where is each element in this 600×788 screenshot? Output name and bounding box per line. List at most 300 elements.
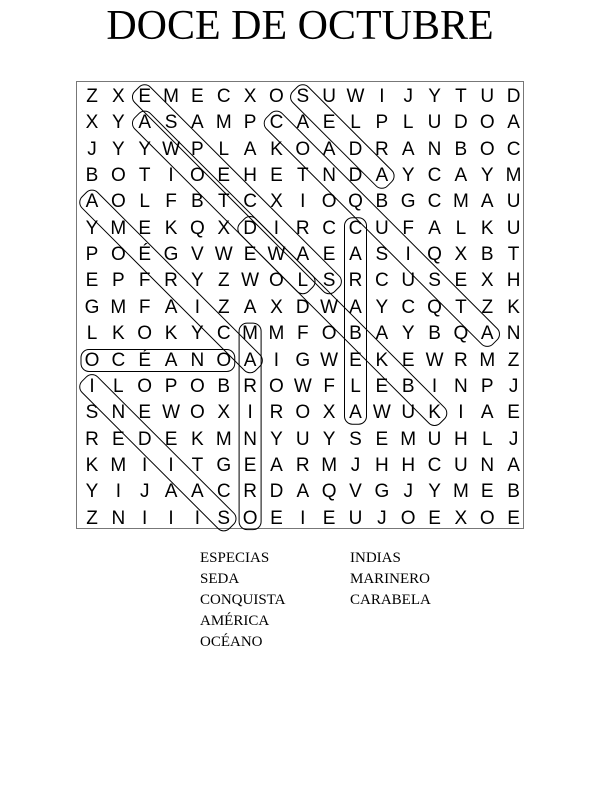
grid-cell[interactable]: U xyxy=(295,428,310,450)
grid-cell[interactable]: I xyxy=(405,244,411,266)
grid-cell[interactable]: Y xyxy=(85,217,99,239)
grid-cell[interactable]: X xyxy=(322,402,336,424)
grid-cell[interactable]: D xyxy=(243,217,257,239)
grid-cell[interactable]: P xyxy=(164,375,178,397)
grid-cell[interactable]: K xyxy=(164,323,178,345)
grid-cell[interactable]: Q xyxy=(427,296,442,318)
grid-cell[interactable]: B xyxy=(401,375,415,397)
grid-cell[interactable]: S xyxy=(164,112,178,134)
grid-cell[interactable]: A xyxy=(296,244,310,266)
grid-cell[interactable]: A xyxy=(138,112,152,134)
grid-cell[interactable]: Z xyxy=(507,349,520,371)
grid-row xyxy=(76,506,524,532)
grid-row xyxy=(76,137,524,163)
grid-cell[interactable]: V xyxy=(349,481,362,503)
grid-cell[interactable]: H xyxy=(506,270,521,292)
grid-cell[interactable]: Y xyxy=(112,112,125,134)
grid-cell[interactable]: H xyxy=(401,454,416,476)
grid-cell[interactable]: P xyxy=(112,270,125,292)
grid-cell[interactable]: H xyxy=(374,454,389,476)
grid-cell[interactable]: C xyxy=(374,270,389,292)
grid-cell[interactable]: C xyxy=(216,323,231,345)
grid-cell[interactable]: L xyxy=(218,138,230,160)
grid-cell[interactable]: W xyxy=(241,270,260,292)
grid-cell[interactable]: E xyxy=(349,349,362,371)
grid-cell[interactable]: X xyxy=(217,402,231,424)
grid-cell[interactable]: I xyxy=(89,375,95,397)
grid-cell[interactable]: T xyxy=(455,296,467,318)
grid-cell[interactable]: W xyxy=(372,402,391,424)
grid-cell[interactable]: A xyxy=(507,112,520,134)
grid-cell[interactable]: E xyxy=(138,217,152,239)
grid-cell[interactable]: L xyxy=(402,112,414,134)
grid-cell[interactable]: E xyxy=(85,270,99,292)
grid-cell[interactable]: U xyxy=(506,191,521,213)
grid-cell[interactable]: P xyxy=(191,138,204,160)
grid-cell[interactable]: L xyxy=(350,112,361,134)
grid-cell[interactable]: I xyxy=(300,507,306,529)
grid-cell[interactable]: R xyxy=(348,270,363,292)
grid-cell[interactable]: J xyxy=(403,481,413,503)
grid-cell[interactable]: U xyxy=(401,270,416,292)
grid-cell[interactable]: X xyxy=(270,191,283,213)
grid-cell[interactable]: C xyxy=(269,112,284,134)
grid-cell[interactable]: E xyxy=(217,165,231,187)
grid-cell[interactable]: J xyxy=(139,481,150,503)
grid-cell[interactable]: B xyxy=(217,375,231,397)
grid-cell[interactable]: G xyxy=(400,191,416,213)
grid-cell[interactable]: Q xyxy=(427,244,442,266)
grid-cell[interactable]: O xyxy=(110,165,126,187)
grid-cell[interactable]: B xyxy=(375,191,389,213)
grid-cell[interactable]: Y xyxy=(375,296,389,318)
grid-cell[interactable]: N xyxy=(480,454,495,476)
grid-cell[interactable]: S xyxy=(85,402,99,424)
grid-cell[interactable]: Y xyxy=(322,428,336,450)
grid-cell[interactable]: G xyxy=(84,296,100,318)
grid-cell[interactable]: M xyxy=(242,323,258,345)
grid-cell[interactable]: U xyxy=(374,217,389,239)
grid-cell[interactable]: C xyxy=(216,481,231,503)
grid-cell[interactable]: O xyxy=(295,402,311,424)
grid-cell[interactable]: X xyxy=(270,296,283,318)
grid-cell[interactable]: K xyxy=(112,323,125,345)
grid-cell[interactable]: U xyxy=(348,507,363,529)
grid-cell[interactable]: C xyxy=(348,217,363,239)
grid-cell[interactable]: A xyxy=(428,217,441,239)
grid-cell[interactable]: I xyxy=(168,507,174,529)
grid-cell[interactable]: A xyxy=(454,165,468,187)
grid-cell[interactable]: L xyxy=(350,375,361,397)
grid-cell[interactable]: C xyxy=(427,454,442,476)
grid-cell[interactable]: O xyxy=(269,270,284,292)
grid-cell[interactable]: O xyxy=(137,375,153,397)
grid-cell[interactable]: C xyxy=(427,191,442,213)
grid-cell[interactable]: A xyxy=(191,481,204,503)
grid-cell[interactable]: E xyxy=(270,165,283,187)
grid-cell[interactable]: I xyxy=(458,402,464,424)
grid-cell[interactable]: N xyxy=(111,402,126,424)
grid-cell[interactable]: A xyxy=(85,191,99,213)
grid-cell[interactable]: K xyxy=(164,217,178,239)
grid-cell[interactable]: E xyxy=(164,428,178,450)
grid-cell[interactable]: A xyxy=(164,481,178,503)
grid-cell[interactable]: U xyxy=(427,428,442,450)
grid-cell[interactable]: H xyxy=(454,428,468,450)
grid-cell[interactable]: I xyxy=(115,481,121,503)
grid-cell[interactable]: H xyxy=(243,165,257,187)
grid-cell[interactable]: G xyxy=(374,481,390,503)
grid-cell[interactable]: Y xyxy=(401,165,415,187)
grid-cell[interactable]: D xyxy=(348,138,363,160)
grid-cell[interactable]: M xyxy=(321,454,338,476)
grid-cell[interactable]: K xyxy=(428,402,441,424)
grid-cell[interactable]: U xyxy=(401,402,416,424)
grid-cell[interactable]: U xyxy=(506,217,521,239)
grid-cell[interactable]: D xyxy=(454,112,468,134)
grid-cell[interactable]: O xyxy=(190,402,205,424)
grid-cell[interactable]: O xyxy=(479,138,495,160)
grid-cell[interactable]: T xyxy=(455,86,467,107)
grid-cell[interactable]: R xyxy=(295,454,310,476)
grid-cell[interactable]: C xyxy=(216,86,231,107)
grid-cell[interactable]: K xyxy=(507,296,520,318)
grid-cell[interactable]: E xyxy=(507,507,520,529)
grid-cell[interactable]: C xyxy=(322,217,336,239)
grid-cell[interactable]: M xyxy=(163,86,179,107)
grid-cell[interactable]: E xyxy=(191,86,204,107)
grid-cell[interactable]: L xyxy=(113,375,124,397)
grid-cell[interactable]: I xyxy=(431,375,438,397)
grid-cell[interactable]: B xyxy=(428,323,441,345)
grid-cell[interactable]: Z xyxy=(481,296,494,318)
grid-cell[interactable]: U xyxy=(454,454,468,476)
grid-cell[interactable]: O xyxy=(400,507,416,529)
grid-cell[interactable]: S xyxy=(349,428,362,450)
grid-cell[interactable]: J xyxy=(508,375,519,397)
grid-cell[interactable]: O xyxy=(295,138,311,160)
grid-cell[interactable]: W xyxy=(320,349,339,371)
grid-cell[interactable]: K xyxy=(85,454,99,476)
grid-cell[interactable]: Q xyxy=(321,481,337,503)
grid-cell[interactable]: W xyxy=(425,349,444,371)
grid-cell[interactable]: L xyxy=(139,191,150,213)
grid-cell[interactable]: F xyxy=(138,270,151,292)
grid-cell[interactable]: R xyxy=(243,481,257,503)
grid-cell[interactable]: I xyxy=(273,349,280,371)
grid-cell[interactable]: W xyxy=(214,244,233,266)
grid-cell[interactable]: O xyxy=(137,323,153,345)
grid-cell[interactable]: O xyxy=(269,375,284,397)
grid-cell[interactable]: B xyxy=(480,244,494,266)
grid-cell[interactable]: E xyxy=(243,244,257,266)
grid-cell[interactable]: R xyxy=(295,217,310,239)
grid-row xyxy=(76,163,524,189)
grid-cell[interactable]: K xyxy=(480,217,494,239)
grid-cell[interactable]: N xyxy=(190,349,205,371)
grid-cell[interactable]: A xyxy=(401,138,415,160)
grid-cell[interactable]: O xyxy=(269,86,284,107)
grid-cell[interactable]: V xyxy=(191,244,204,266)
grid-cell[interactable]: É xyxy=(138,244,152,266)
grid-cell[interactable]: M xyxy=(452,191,469,213)
grid-cell[interactable]: L xyxy=(481,428,493,450)
grid-cell[interactable]: O xyxy=(479,507,495,529)
grid-cell[interactable]: A xyxy=(349,402,362,424)
grid-cell[interactable]: G xyxy=(295,349,311,371)
grid-cell[interactable]: S xyxy=(217,507,231,529)
grid-cell[interactable]: C xyxy=(243,191,257,213)
grid-cell[interactable]: E xyxy=(454,270,468,292)
grid-cell[interactable]: C xyxy=(111,349,126,371)
word-list-item: MARINERO xyxy=(350,571,431,587)
grid-cell[interactable]: N xyxy=(454,375,468,397)
grid-cell[interactable]: A xyxy=(270,454,283,476)
grid-cell[interactable]: O xyxy=(110,191,126,213)
grid-row xyxy=(76,84,524,110)
grid-cell[interactable]: T xyxy=(296,165,309,187)
grid-cell[interactable]: Z xyxy=(86,86,98,107)
grid-cell[interactable]: E xyxy=(322,507,336,529)
grid-cell[interactable]: S xyxy=(428,270,441,292)
grid-cell[interactable]: G xyxy=(163,244,179,266)
grid-cell[interactable]: A xyxy=(243,296,257,318)
grid-cell[interactable]: I xyxy=(300,191,306,213)
grid-cell[interactable]: Z xyxy=(86,507,98,529)
grid-cell[interactable]: W xyxy=(162,138,181,160)
grid-cell[interactable]: E xyxy=(507,402,520,424)
grid-cell[interactable]: W xyxy=(267,244,286,266)
grid-cell[interactable]: O xyxy=(321,191,337,213)
grid-cell[interactable]: M xyxy=(268,323,285,345)
grid-cell[interactable]: C xyxy=(506,138,521,160)
grid-cell[interactable]: T xyxy=(138,165,151,187)
grid-cell[interactable]: T xyxy=(507,244,520,266)
grid-cell[interactable]: X xyxy=(243,86,257,107)
grid-cell[interactable]: P xyxy=(243,112,257,134)
grid-cell[interactable]: L xyxy=(455,217,467,239)
grid-cell[interactable]: D xyxy=(269,481,284,503)
grid-cell[interactable]: Q xyxy=(190,217,205,239)
grid-cell[interactable]: M xyxy=(110,296,127,318)
grid-cell[interactable]: F xyxy=(402,217,414,239)
grid-cell[interactable]: U xyxy=(480,86,495,107)
grid-cell[interactable]: O xyxy=(242,507,258,529)
grid-cell[interactable]: Y xyxy=(112,138,125,160)
grid-cell[interactable]: P xyxy=(375,112,389,134)
grid-cell[interactable]: A xyxy=(164,349,178,371)
grid-cell[interactable]: Q xyxy=(453,323,469,345)
grid-row xyxy=(76,110,524,136)
grid-cell[interactable]: N xyxy=(506,323,521,345)
grid-cell[interactable]: R xyxy=(454,349,468,371)
grid-cell[interactable]: E xyxy=(138,86,152,107)
grid-cell[interactable]: S xyxy=(296,86,310,107)
grid-cell[interactable]: N xyxy=(427,138,442,160)
grid-cell[interactable]: É xyxy=(138,349,152,371)
grid-cell[interactable]: D xyxy=(506,86,521,107)
grid-cell[interactable]: C xyxy=(401,296,416,318)
grid-cell[interactable]: O xyxy=(190,375,205,397)
grid-cell[interactable]: Y xyxy=(85,481,99,503)
grid-cell[interactable]: E xyxy=(270,507,283,529)
grid-cell[interactable]: A xyxy=(164,296,178,318)
grid-cell[interactable]: F xyxy=(138,296,151,318)
grid-cell[interactable]: E xyxy=(480,481,494,503)
grid-cell[interactable]: I xyxy=(379,86,385,107)
grid-cell[interactable]: A xyxy=(507,454,520,476)
grid-cell[interactable]: Y xyxy=(428,86,441,107)
grid-cell[interactable]: E xyxy=(375,375,389,397)
grid-cell[interactable]: D xyxy=(137,428,152,450)
grid-cell[interactable]: B xyxy=(191,191,204,213)
grid-cell[interactable]: M xyxy=(400,428,417,450)
grid-cell[interactable]: Y xyxy=(401,323,415,345)
grid-cell[interactable]: W xyxy=(293,375,312,397)
grid-cell[interactable]: K xyxy=(270,138,283,160)
grid-cell[interactable]: A xyxy=(480,402,494,424)
grid-cell[interactable]: T xyxy=(191,454,204,476)
grid-cell[interactable]: Y xyxy=(191,270,204,292)
grid-cell[interactable]: W xyxy=(162,402,181,424)
grid-cell[interactable]: A xyxy=(375,165,389,187)
grid-cell[interactable]: O xyxy=(216,349,232,371)
grid-cell[interactable]: E xyxy=(243,454,257,476)
grid-cell[interactable]: G xyxy=(216,454,232,476)
grid-cell[interactable]: I xyxy=(194,296,201,318)
grid-cell[interactable]: B xyxy=(85,165,99,187)
word-list-right xyxy=(350,548,500,611)
grid-cell[interactable]: U xyxy=(427,112,442,134)
grid-cell[interactable]: D xyxy=(295,296,310,318)
grid-cell[interactable]: M xyxy=(215,112,232,134)
grid-cell[interactable]: E xyxy=(322,244,336,266)
grid-cell[interactable]: J xyxy=(87,138,97,160)
grid-cell[interactable]: E xyxy=(138,402,152,424)
grid-cell[interactable]: A xyxy=(191,112,204,134)
grid-cell[interactable]: L xyxy=(86,323,98,345)
grid-cell[interactable]: A xyxy=(243,349,257,371)
grid-cell[interactable]: B xyxy=(507,481,520,503)
grid-cell[interactable]: T xyxy=(217,191,230,213)
grid-cell[interactable]: Z xyxy=(217,270,230,292)
grid-cell[interactable]: B xyxy=(349,323,362,345)
grid-cell[interactable]: W xyxy=(346,86,365,107)
grid-cell[interactable]: O xyxy=(84,349,100,371)
grid-cell[interactable]: A xyxy=(322,138,336,160)
grid-cell[interactable]: S xyxy=(322,270,336,292)
grid-cell[interactable]: E xyxy=(375,428,389,450)
grid-cell[interactable]: X xyxy=(217,217,231,239)
grid-cell[interactable]: X xyxy=(112,86,125,107)
grid-cell[interactable]: W xyxy=(320,296,339,318)
grid-cell[interactable]: J xyxy=(508,428,519,450)
grid-cell[interactable]: A xyxy=(296,481,310,503)
grid-cell[interactable]: P xyxy=(85,244,99,266)
grid-cell[interactable]: X xyxy=(454,244,468,266)
grid-cell[interactable]: A xyxy=(349,244,362,266)
grid-cell[interactable]: F xyxy=(296,323,309,345)
grid-cell[interactable]: O xyxy=(190,165,205,187)
grid-cell[interactable]: Y xyxy=(480,165,494,187)
grid-cell[interactable]: N xyxy=(322,165,336,187)
grid-cell[interactable]: I xyxy=(168,454,174,476)
grid-cell[interactable]: X xyxy=(454,507,468,529)
grid-cell[interactable]: R xyxy=(269,402,284,424)
grid-cell[interactable]: Y xyxy=(138,138,152,160)
grid-cell[interactable]: Y xyxy=(270,428,283,450)
word-list-item: CARABELA xyxy=(350,592,431,608)
grid-cell[interactable]: R xyxy=(164,270,178,292)
grid-cell[interactable]: A xyxy=(480,323,494,345)
grid-cell[interactable]: L xyxy=(297,270,309,292)
word-list-left xyxy=(200,548,350,653)
grid-cell[interactable]: A xyxy=(296,112,310,134)
grid-cell[interactable]: O xyxy=(110,244,126,266)
grid-cell[interactable]: Z xyxy=(217,296,230,318)
grid-cell[interactable]: E xyxy=(322,112,336,134)
grid-cell[interactable]: A xyxy=(480,191,494,213)
grid-cell[interactable]: X xyxy=(85,112,99,134)
grid-cell[interactable]: M xyxy=(505,165,522,187)
grid-cell[interactable]: M xyxy=(215,428,232,450)
grid-cell[interactable]: K xyxy=(191,428,204,450)
grid-cell[interactable]: J xyxy=(403,86,413,107)
grid-cell[interactable]: R xyxy=(243,375,257,397)
grid-cell[interactable]: E xyxy=(401,349,415,371)
grid-cell[interactable]: M xyxy=(452,481,469,503)
grid-cell[interactable]: J xyxy=(350,454,361,476)
grid-cell[interactable]: I xyxy=(247,402,253,424)
grid-cell[interactable]: A xyxy=(349,296,362,318)
grid-cell[interactable]: M xyxy=(110,217,127,239)
grid-cell[interactable]: P xyxy=(480,375,494,397)
grid-cell[interactable]: R xyxy=(85,428,99,450)
grid-cell[interactable]: D xyxy=(348,165,363,187)
grid-cell[interactable]: U xyxy=(322,86,336,107)
grid-cell[interactable]: F xyxy=(323,375,335,397)
grid-cell[interactable]: M xyxy=(110,454,127,476)
grid-cell[interactable]: Q xyxy=(348,191,363,213)
grid-cell[interactable]: I xyxy=(273,217,280,239)
grid-cell[interactable]: Y xyxy=(428,481,441,503)
grid-cell[interactable]: I xyxy=(194,507,201,529)
grid-cell[interactable]: I xyxy=(168,165,174,187)
grid-cell[interactable]: O xyxy=(321,323,337,345)
grid-cell[interactable]: Y xyxy=(191,323,204,345)
grid-cell[interactable]: C xyxy=(427,165,442,187)
grid-cell[interactable]: N xyxy=(243,428,257,450)
grid-cell[interactable]: R xyxy=(374,138,389,160)
grid-cell[interactable]: A xyxy=(243,138,257,160)
word-list-item: CONQUISTA xyxy=(200,592,286,608)
grid-cell[interactable]: N xyxy=(111,507,126,529)
grid-cell[interactable]: A xyxy=(375,323,389,345)
grid-cell[interactable]: J xyxy=(377,507,387,529)
grid-cell[interactable]: E xyxy=(428,507,441,529)
grid-cell[interactable]: M xyxy=(479,349,496,371)
grid-cell[interactable]: F xyxy=(165,191,177,213)
grid-cell[interactable]: I xyxy=(142,454,148,476)
grid-cell[interactable]: B xyxy=(454,138,468,160)
grid-cell[interactable]: S xyxy=(375,244,389,266)
grid-cell[interactable]: X xyxy=(480,270,494,292)
grid-cell[interactable]: K xyxy=(375,349,389,371)
grid-cell[interactable]: E xyxy=(112,428,125,450)
grid-cell[interactable]: I xyxy=(142,507,148,529)
grid-cell[interactable]: O xyxy=(479,112,495,134)
grid-row xyxy=(76,242,524,268)
